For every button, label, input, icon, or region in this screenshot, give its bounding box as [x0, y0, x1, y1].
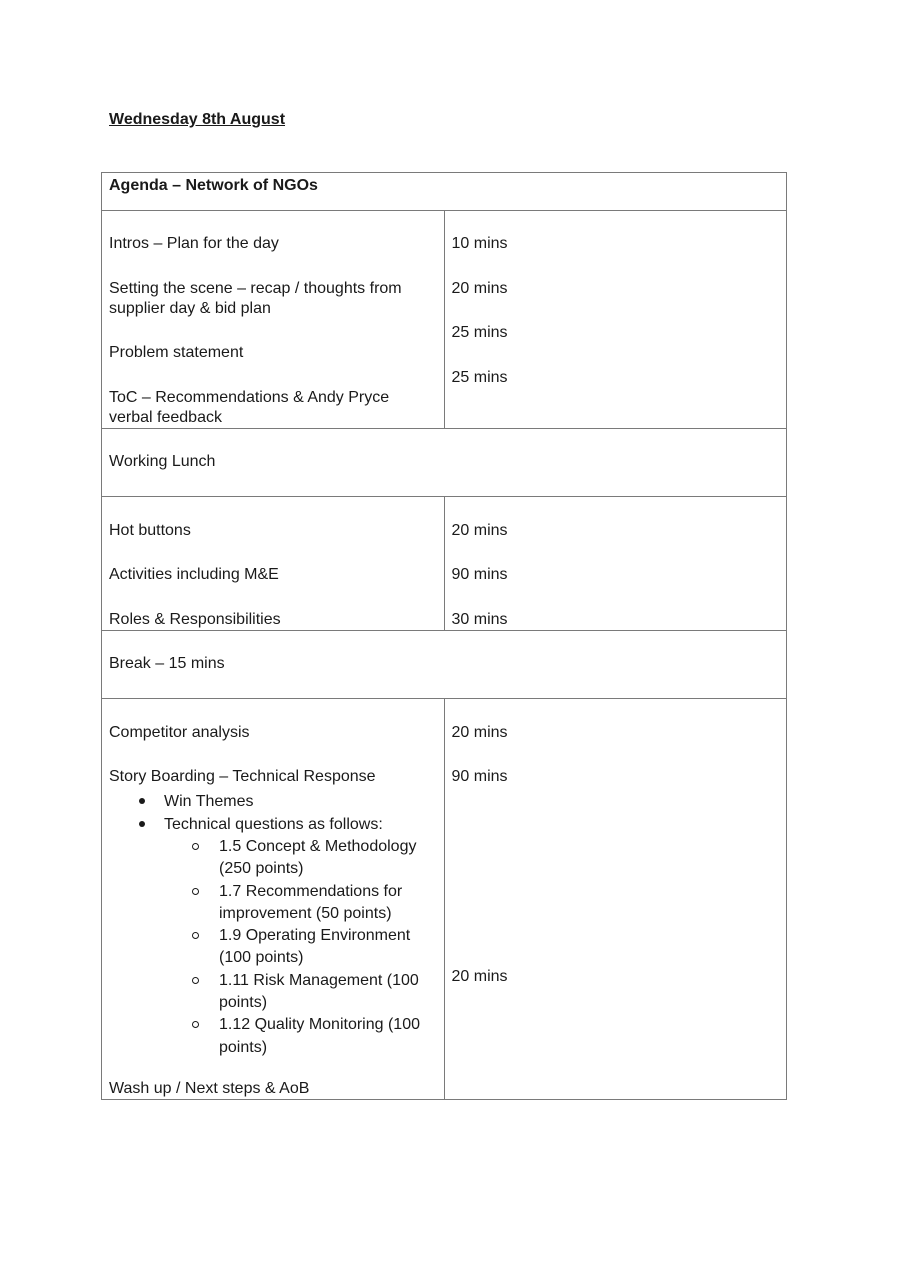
- bullet-item: Win Themes: [164, 790, 437, 813]
- sub-bullet-item: 1.12 Quality Monitoring (100 points): [219, 1014, 437, 1059]
- bullet-item: [164, 813, 437, 1059]
- lunch-row: [102, 429, 787, 497]
- agenda-time: 20 mins: [451, 724, 508, 741]
- story-bullets: [109, 790, 437, 1059]
- morning-times: [444, 211, 787, 429]
- agenda-item: Problem statement: [109, 344, 244, 361]
- agenda-time: 25 mins: [451, 324, 508, 341]
- afternoon-section: [102, 497, 787, 631]
- date-heading: Wednesday 8th August: [109, 111, 286, 128]
- final-times: [444, 699, 787, 1100]
- agenda-table: [101, 172, 787, 1100]
- final-items: [102, 699, 445, 1100]
- agenda-item: Intros – Plan for the day: [109, 235, 279, 252]
- agenda-item: Activities including M&E: [109, 566, 279, 583]
- agenda-item: ToC – Recommendations & Andy Pryce verbal feedback: [109, 389, 390, 426]
- agenda-item: Competitor analysis: [109, 724, 250, 741]
- sub-bullet-item: 1.5 Concept & Methodology (250 points): [219, 836, 437, 881]
- final-section: [102, 699, 787, 1100]
- agenda-time: 20 mins: [451, 522, 508, 539]
- agenda-item: Hot buttons: [109, 522, 191, 539]
- agenda-time: 20 mins: [451, 968, 508, 985]
- sub-bullet-item: 1.7 Recommendations for improvement (50 points): [219, 881, 437, 926]
- agenda-item: Roles & Responsibilities: [109, 611, 281, 628]
- agenda-time: 20 mins: [451, 280, 508, 297]
- sub-bullet-item: 1.11 Risk Management (100 points): [219, 970, 437, 1015]
- agenda-time: 30 mins: [451, 611, 508, 628]
- sub-bullet-item: 1.9 Operating Environment (100 points): [219, 925, 437, 970]
- agenda-title: Agenda – Network of NGOs: [102, 173, 787, 211]
- agenda-item: Story Boarding – Technical Response: [109, 768, 376, 785]
- morning-items: [102, 211, 445, 429]
- agenda-title-row: [102, 173, 787, 211]
- agenda-time: 10 mins: [451, 235, 508, 252]
- agenda-item: Setting the scene – recap / thoughts from supplier day & bid plan: [109, 280, 402, 317]
- afternoon-times: [444, 497, 787, 631]
- lunch-label: Working Lunch: [102, 429, 787, 497]
- agenda-time: 25 mins: [451, 369, 508, 386]
- morning-section: [102, 211, 787, 429]
- agenda-time: 90 mins: [451, 566, 508, 583]
- agenda-item: Wash up / Next steps & AoB: [109, 1079, 310, 1097]
- technical-questions: [164, 836, 437, 1059]
- break-row: [102, 631, 787, 699]
- afternoon-items: [102, 497, 445, 631]
- bullet-label: Technical questions as follows:: [164, 816, 383, 833]
- break-label: Break – 15 mins: [102, 631, 787, 699]
- agenda-time: 90 mins: [451, 768, 508, 785]
